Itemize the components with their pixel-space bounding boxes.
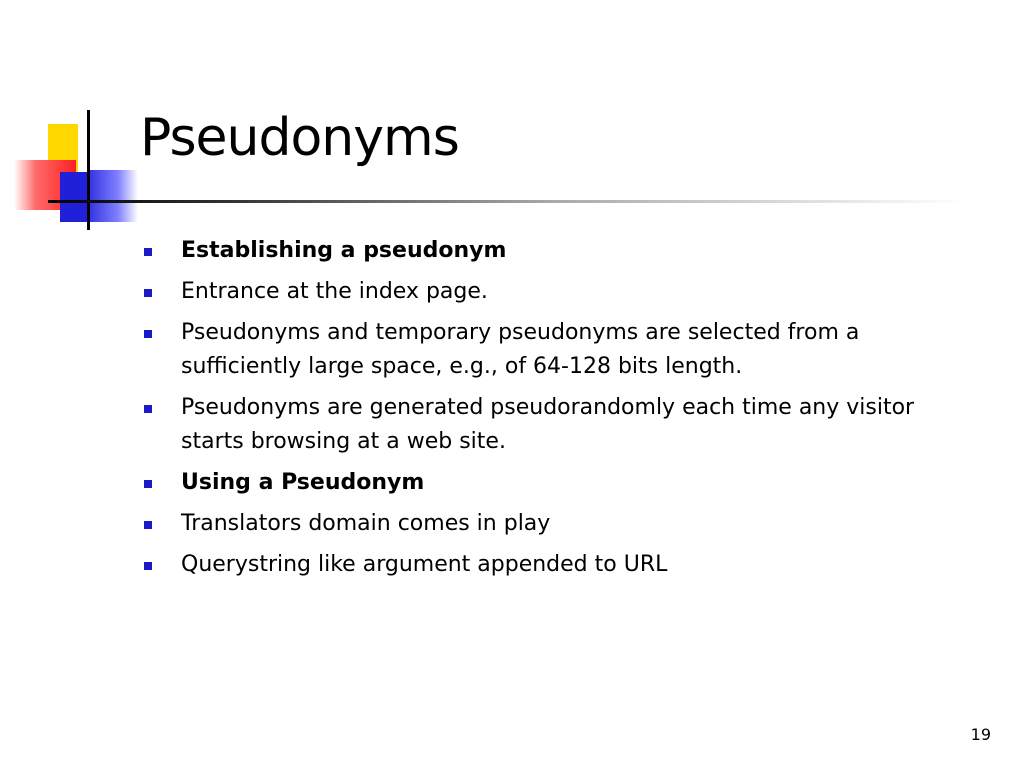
bullet-text: Entrance at the index page. <box>181 279 488 304</box>
blue-gradient-square <box>88 170 138 222</box>
bullet-item <box>142 316 972 384</box>
bullet-text: Pseudonyms are generated pseudorandomly each time any visitor starts browsing at a web site. <box>181 395 915 454</box>
bullet-item <box>142 275 972 309</box>
vertical-rule <box>87 110 90 230</box>
square-bullet-icon <box>144 562 152 570</box>
square-bullet-icon <box>144 521 152 529</box>
bullet-item <box>142 391 972 459</box>
bullet-item <box>142 234 972 268</box>
blue-square <box>60 172 88 222</box>
bullet-text: Using a Pseudonym <box>181 470 425 495</box>
page-number: 19 <box>970 725 991 744</box>
square-bullet-icon <box>144 480 152 488</box>
bullet-item <box>142 507 972 541</box>
square-bullet-icon <box>144 289 152 297</box>
title-underline <box>48 200 968 203</box>
square-bullet-icon <box>144 248 152 256</box>
bullet-text: Establishing a pseudonym <box>181 238 507 263</box>
bullet-item <box>142 548 972 582</box>
bullet-item <box>142 466 972 500</box>
bullet-text: Pseudonyms and temporary pseudonyms are selected from a sufficiently large space, e.g., of 64-128 bits length. <box>181 320 860 379</box>
slide-logo-decoration <box>0 0 140 240</box>
square-bullet-icon <box>144 405 152 413</box>
bullet-text: Querystring like argument appended to URL <box>181 552 668 577</box>
bullet-list <box>142 234 972 589</box>
slide-title: Pseudonyms <box>140 108 459 168</box>
square-bullet-icon <box>144 330 152 338</box>
bullet-text: Translators domain comes in play <box>181 511 551 536</box>
